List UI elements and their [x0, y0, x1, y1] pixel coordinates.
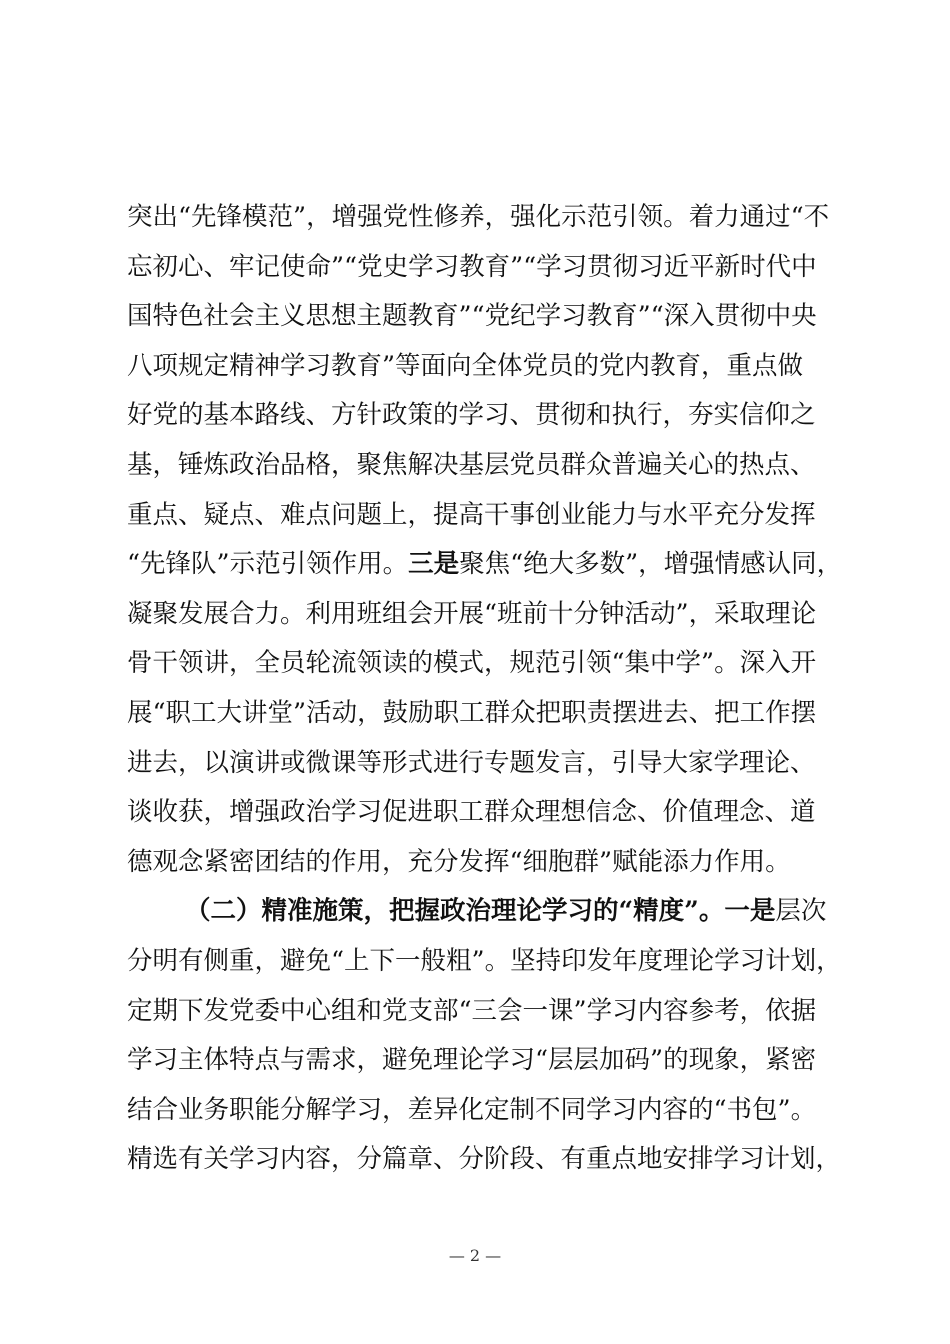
text-segment: 八项规定精神学习教育”等面向全体党员的党内教育，重点做	[127, 350, 804, 381]
text-line	[127, 987, 847, 1037]
text-line	[127, 1135, 847, 1185]
text-segment: 骨干领讲，全员轮流领读的模式，规范引领“集中学”。深入开	[127, 648, 817, 679]
text-segment: 分明有侧重，避免“上下一般粗”。坚持印发年度理论学习计划，	[127, 945, 842, 976]
text-segment: 凝聚发展合力。利用班组会开展“班前十分钟活动”，采取理论	[127, 598, 817, 629]
text-segment: 定期下发党委中心组和党支部“三会一课”学习内容参考，依据	[127, 995, 817, 1026]
text-segment: 聚焦“绝大多数”，增强情感认同，	[459, 549, 843, 580]
text-line	[127, 1086, 847, 1136]
text-line	[127, 292, 847, 342]
text-segment: 重点、疑点、难点问题上，提高干事创业能力与水平充分发挥	[127, 499, 816, 530]
text-segment: 结合业务职能分解学习，差异化定制不同学习内容的“书包”。	[127, 1094, 817, 1125]
text-line	[127, 491, 847, 541]
text-line	[127, 193, 847, 243]
text-line	[127, 540, 847, 590]
text-line	[127, 590, 847, 640]
text-segment: 基，锤炼政治品格，聚焦解决基层党员群众普遍关心的热点、	[127, 449, 816, 480]
text-line	[127, 739, 847, 789]
text-line	[127, 342, 847, 392]
text-line	[127, 838, 847, 888]
text-segment: “先锋队”示范引领作用。	[127, 549, 409, 580]
text-line	[127, 887, 847, 937]
text-line	[127, 441, 847, 491]
text-line	[127, 689, 847, 739]
text-line	[127, 391, 847, 441]
text-segment: 国特色社会主义思想主题教育”“党纪学习教育”“深入贯彻中央	[127, 301, 817, 332]
text-segment: 忘初心、牢记使命”“党史学习教育”“学习贯彻习近平新时代中	[127, 251, 817, 282]
text-segment: 德观念紧密团结的作用，充分发挥“细胞群”赋能添力作用。	[127, 846, 791, 877]
text-segment: 进去，以演讲或微课等形式进行专题发言，引导大家学理论、	[127, 747, 816, 778]
text-segment: 层次	[775, 896, 827, 927]
text-segment: 展“职工大讲堂”活动，鼓励职工群众把职责摆进去、把工作摆	[127, 697, 817, 728]
body-text	[127, 193, 847, 1185]
text-line	[127, 639, 847, 689]
text-line	[127, 1036, 847, 1086]
text-segment: 谈收获，增强政治学习促进职工群众理想信念、价值理念、道	[127, 797, 816, 828]
bold-text-segment: （二）精准施策，把握政治理论学习的“精度”。一是	[185, 896, 776, 927]
bold-text-segment: 三是	[408, 549, 460, 580]
text-line	[127, 243, 847, 293]
text-segment: 学习主体特点与需求，避免理论学习“层层加码”的现象，紧密	[127, 1045, 817, 1076]
text-segment: 好党的基本路线、方针政策的学习、贯彻和执行，夯实信仰之	[127, 400, 816, 431]
text-segment: 突出“先锋模范”，增强党性修养，强化示范引领。着力通过“不	[127, 202, 830, 232]
text-line	[127, 788, 847, 838]
text-segment: 精选有关学习内容，分篇章、分阶段、有重点地安排学习计划，	[127, 1144, 842, 1175]
text-line	[127, 937, 847, 987]
page-number: — 2 —	[448, 1246, 502, 1265]
